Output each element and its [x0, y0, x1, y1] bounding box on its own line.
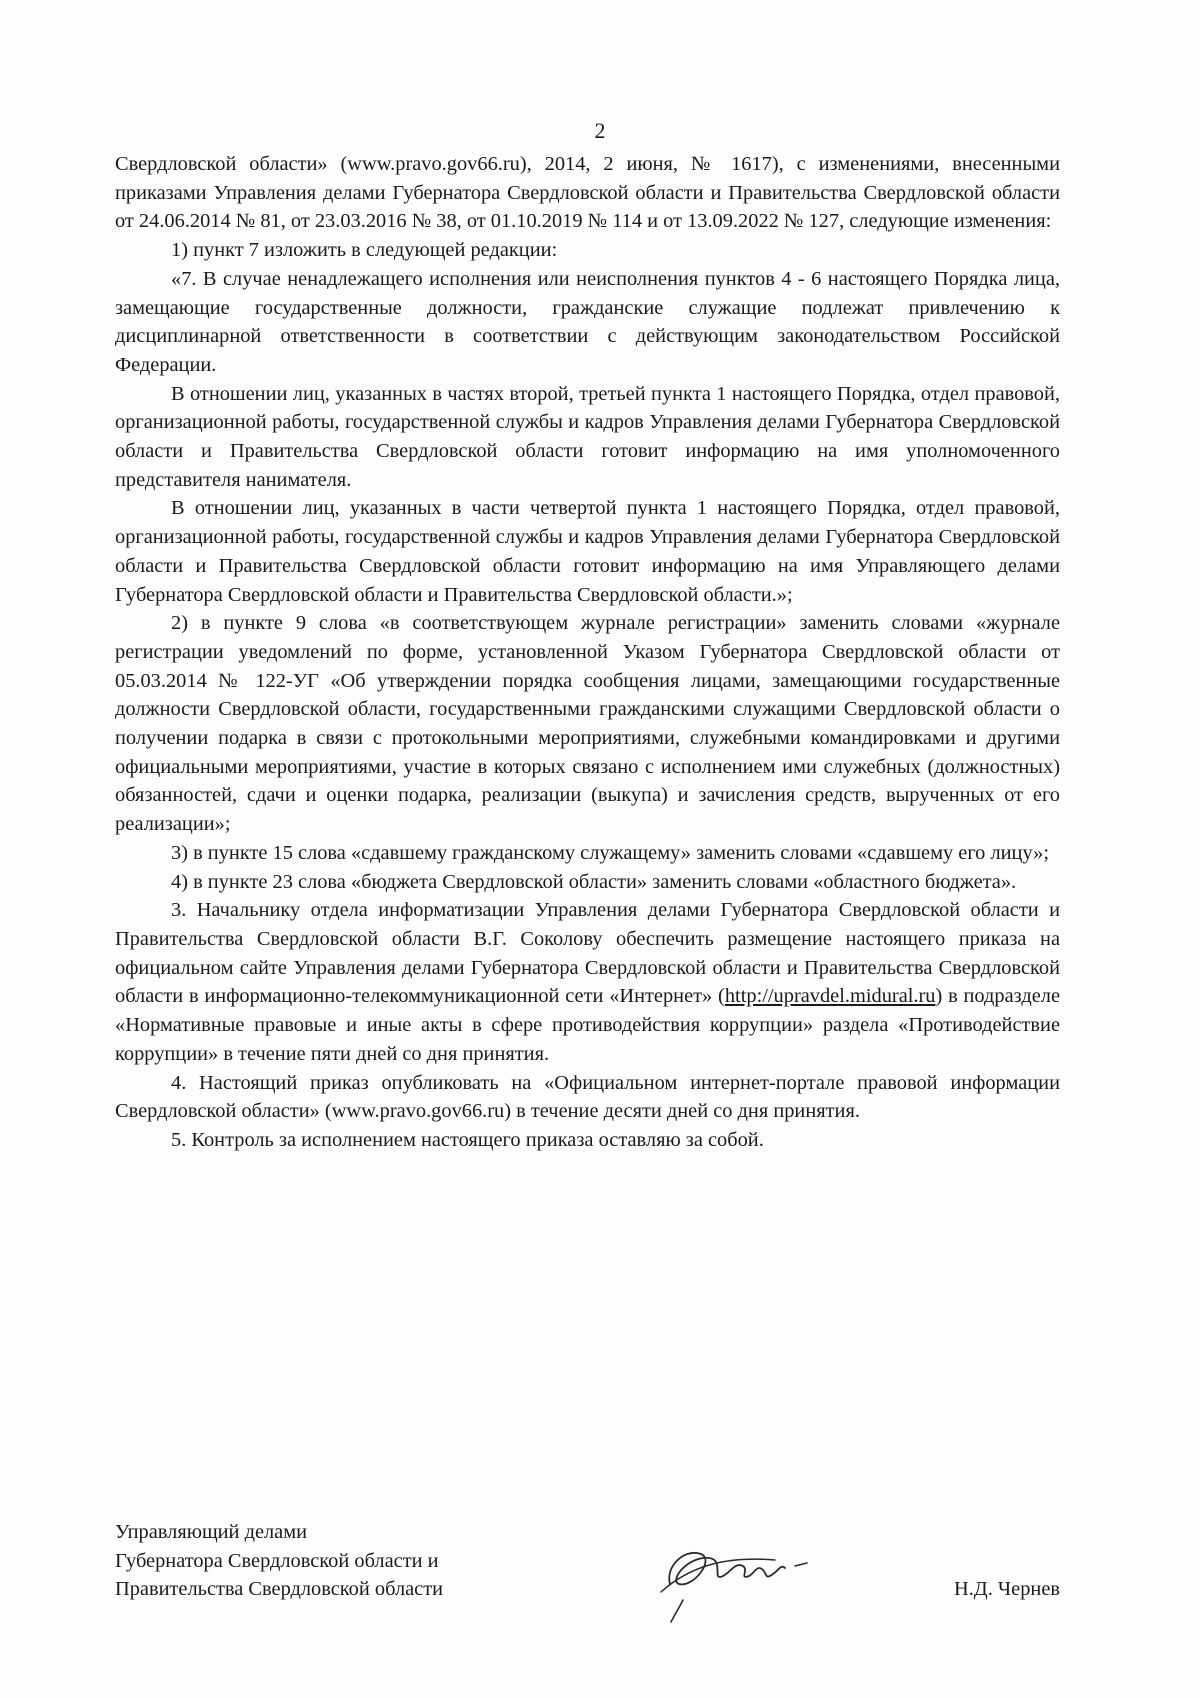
paragraph: 1) пункт 7 изложить в следующей редакции:	[171, 239, 558, 262]
signatory-title-line: Управляющий делами	[115, 1521, 308, 1543]
document-body	[115, 150, 1060, 1155]
paragraph-informatization	[115, 896, 1060, 1068]
signature-block	[115, 1518, 1060, 1628]
page-number: 2	[594, 118, 606, 143]
paragraph: 3) в пункте 15 слова «сдавшему гражданскому служащему» заменить словами «сдавшему его лицу»;	[171, 841, 1050, 864]
paragraph-text: ) в подразделе «Нормативные правовые и иные акты в сфере противодействия коррупции» раздела «Противодействие коррупции» в течение пяти дней со дня принятия.	[115, 985, 1060, 1065]
paragraph: «7. В случае ненадлежащего исполнения или неисполнения пунктов 4 - 6 настоящего Порядка лица, замещающие государственные должности, гражданские служащие подлежат привлечению к дисциплинарной ответственности в соответствии с действующим законодательством Российской Федерации.	[115, 267, 1060, 376]
paragraph: 2) в пункте 9 слова «в соответствующем журнале регистрации» заменить словами «журнале регистрации уведомлений по форме, установленной Указом Губернатора Свердловской области от 05.03.2014 № 122-УГ «Об утверждении порядка сообщения лицами, замещающими государственные должности Свердловской области, государственными гражданскими служащими Свердловской области о получении подарка в связи с протокольными мероприятиями, служебными командировками и другими официальными мероприятиями, участие в которых связано с исполнением ими служебных (должностных) обязанностей, сдачи и оценки подарка, реализации (выкупа) и зачисления средств, вырученных от его реализации»;	[115, 612, 1060, 836]
signatory-title-line: Губернатора Свердловской области и	[115, 1549, 439, 1572]
paragraph-control: 5. Контроль за исполнением настоящего приказа оставляю за собой.	[171, 1128, 764, 1151]
paragraph: Свердловской области» (www.pravo.gov66.ru), 2014, 2 июня, № 1617), с изменениями, внесенными приказами Управления делами Губернатора Свердловской области и Правительства Свердловской области от 24.06.2014 № 81, от 23.03.2016 № 38, от 01.10.2019 № 114 и от 13.09.2022 № 127, следующие изменения:	[115, 153, 1060, 233]
handwritten-signature	[635, 1526, 825, 1626]
paragraph-publication: 4. Настоящий приказ опубликовать на «Официальном интернет-портале правовой информации Свердловской области» (www.pravo.gov66.ru) в течение десяти дней со дня принятия.	[115, 1071, 1060, 1123]
signatory-title-line: Правительства Свердловской области	[115, 1578, 444, 1601]
signatory-title	[115, 1518, 443, 1604]
paragraph: В отношении лиц, указанных в частях второй, третьей пункта 1 настоящего Порядка, отдел правовой, организационной работы, государственной службы и кадров Управления делами Губернатора Свердловской области и Правительства Свердловской области готовит информацию на имя уполномоченного представителя нанимателя.	[115, 382, 1060, 491]
paragraph-text: 3. Начальнику отдела информатизации Управления делами Губернатора Свердловской области и Правительства Свердловской области В.Г. Соколову обеспечить размещение настоящего приказа на официальном сайте Управления делами Губернатора Свердловской области и Правительства Свердловской области в информационно-телекоммуникационной сети «Интернет» (	[115, 899, 1060, 1008]
website-link[interactable]: http://upravdel.midural.ru	[724, 985, 936, 1008]
paragraph: 4) в пункте 23 слова «бюджета Свердловской области» заменить словами «областного бюджета».	[171, 870, 1017, 893]
signatory-name: Н.Д. Чернев	[953, 1578, 1060, 1600]
paragraph: В отношении лиц, указанных в части четвертой пункта 1 настоящего Порядка, отдел правовой, организационной работы, государственной службы и кадров Управления делами Губернатора Свердловской области и Правительства Свердловской области готовит информацию на имя Управляющего делами Губернатора Свердловской области и Правительства Свердловской области.»;	[115, 497, 1060, 606]
